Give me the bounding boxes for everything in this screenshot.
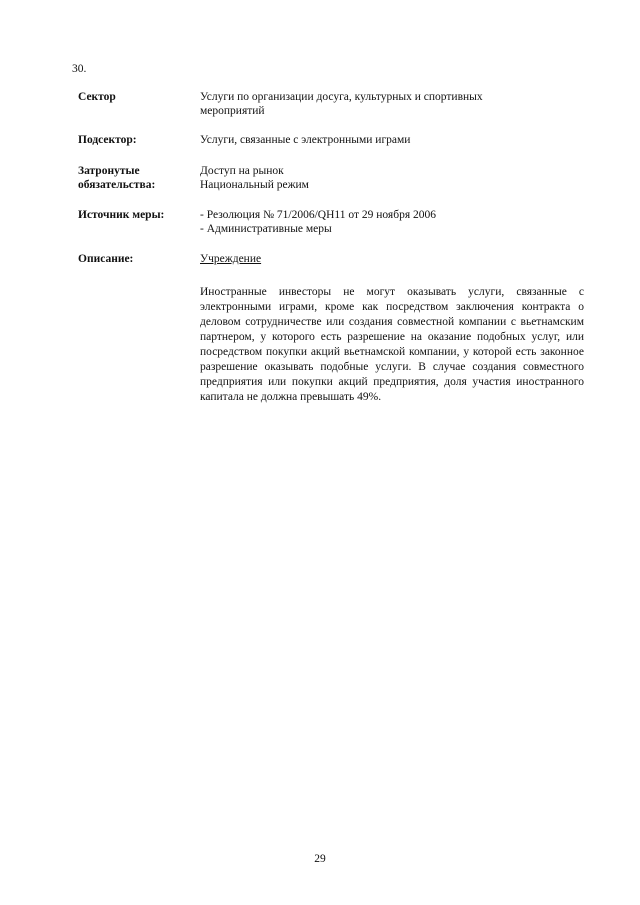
subsector-value: Услуги, связанные с электронными играми — [200, 134, 411, 146]
obligations-label-line: обязательства: — [78, 179, 156, 191]
obligations-value — [200, 164, 584, 192]
subsector-label: Подсектор: — [78, 134, 137, 146]
entry-number: 30. — [72, 63, 87, 75]
page-number: 29 — [314, 853, 326, 865]
sector-label: Сектор — [78, 91, 116, 103]
sector-value-line: мероприятий — [200, 105, 265, 117]
source-value-line: - Административные меры — [200, 223, 332, 235]
obligations-label — [78, 164, 196, 192]
sector-value-line: Услуги по организации досуга, культурных и спортивных — [200, 91, 483, 103]
source-value — [200, 208, 584, 236]
obligations-value-line: Национальный режим — [200, 179, 309, 191]
description-label: Описание: — [78, 253, 134, 265]
sector-value — [200, 90, 584, 118]
source-label: Источник меры: — [78, 209, 165, 221]
obligations-label-line: Затронутые — [78, 165, 140, 177]
description-heading — [200, 252, 584, 266]
obligations-value-line: Доступ на рынок — [200, 165, 284, 177]
description-heading-text: Учреждение — [200, 253, 262, 265]
source-value-line: - Резолюция № 71/2006/QH11 от 29 ноября 2006 — [200, 209, 436, 221]
description-text: Иностранные инвесторы не могут оказывать услуги, связанные с электронными играми, кроме как посредством заключения контракта о деловом сотрудничестве или создания совместной компании с вьетнамским партнером, у которого есть разрешение на оказание подобных услуг, или посредством покупки акций вьетнамской компании, у которой есть законное разрешение оказывать подобные услуги. В случае создания совместного предприятия или покупки акций предприятия, доля участия иностранного капитала не должна превышать 49%. — [200, 286, 584, 403]
